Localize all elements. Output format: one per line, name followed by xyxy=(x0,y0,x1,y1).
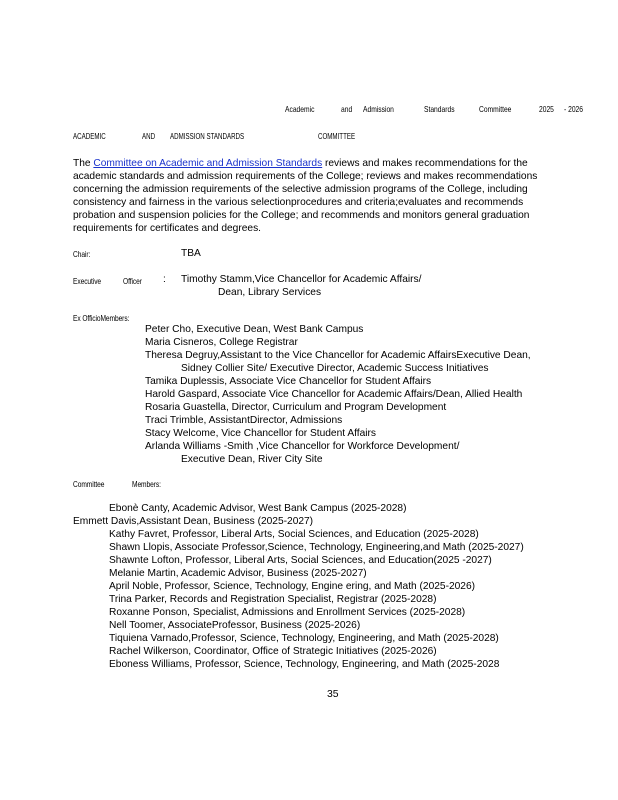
list-item: Trina Parker, Records and Registration Specialist, Registrar (2025-2028) xyxy=(109,594,437,605)
intro-paragraph xyxy=(73,157,573,235)
title-word: AND xyxy=(142,131,156,141)
header-word: and xyxy=(341,104,353,114)
intro-lead: The xyxy=(73,158,94,169)
list-item: Melanie Martin, Academic Advisor, Business (2025-2027) xyxy=(109,568,367,579)
header-word: Standards xyxy=(424,104,455,114)
committee-link[interactable]: Committee on Academic and Admission Standards xyxy=(93,158,323,169)
list-item: Theresa Degruy,Assistant to the Vice Chancellor for Academic AffairsExecutive Dean, xyxy=(145,350,531,361)
header-word: Academic xyxy=(285,104,315,114)
list-item: Shawn Llopis, Associate Professor,Science, Technology, Engineering,and Math (2025-2027) xyxy=(109,542,524,553)
list-item: Traci Trimble, AssistantDirector, Admissions xyxy=(145,415,343,426)
committee-members-label: Members: xyxy=(132,479,161,489)
list-item: Eboness Williams, Professor, Science, Technology, Engineering, and Math (2025-2028 xyxy=(109,659,500,670)
list-item: Kathy Favret, Professor, Liberal Arts, Social Sciences, and Education (2025-2028) xyxy=(109,529,479,540)
list-item: Rosaria Guastella, Director, Curriculum and Program Development xyxy=(145,402,447,413)
list-item: Executive Dean, River City Site xyxy=(181,454,323,465)
list-item: Tamika Duplessis, Associate Vice Chancellor for Student Affairs xyxy=(145,376,432,387)
executive-officer-label: Executive xyxy=(73,276,102,286)
intro-line-text: reviews and makes recommendations for the xyxy=(322,158,528,169)
header-word: Admission xyxy=(363,104,394,114)
title-word: ACADEMIC xyxy=(73,131,106,141)
list-item: Nell Toomer, AssociateProfessor, Business (2025-2026) xyxy=(109,620,361,631)
list-item: Emmett Davis,Assistant Dean, Business (2025-2027) xyxy=(73,516,314,527)
executive-officer-label: Officer xyxy=(123,276,142,286)
list-item: Sidney Collier Site/ Executive Director, Academic Success Initiatives xyxy=(181,363,489,374)
executive-officer-title: Dean, Library Services xyxy=(218,287,322,298)
list-item: Rachel Wilkerson, Coordinator, Office of Strategic Initiatives (2025-2026) xyxy=(109,646,437,657)
list-item: Maria Cisneros, College Registrar xyxy=(145,337,298,348)
list-item: Harold Gaspard, Associate Vice Chancellor for Academic Affairs/Dean, Allied Health xyxy=(145,389,523,400)
list-item: Arlanda Williams -Smith ,Vice Chancellor for Workforce Development/ xyxy=(145,441,460,452)
title-word: ADMISSION STANDARDS xyxy=(170,131,245,141)
executive-officer-colon: : xyxy=(163,274,166,285)
chair-value: TBA xyxy=(181,248,201,259)
list-item: Tiquiena Varnado,Professor, Science, Technology, Engineering, and Math (2025-2028) xyxy=(109,633,499,644)
list-item: Shawnte Lofton, Professor, Liberal Arts, Social Sciences, and Education(2025 -2027) xyxy=(109,555,492,566)
chair-label: Chair: xyxy=(73,249,91,259)
header-word: Committee xyxy=(479,104,512,114)
title-word: COMMITTEE xyxy=(318,131,356,141)
ex-officio-label: Ex OfficioMembers: xyxy=(73,313,130,323)
list-item: Peter Cho, Executive Dean, West Bank Campus xyxy=(145,324,364,335)
list-item: Roxanne Ponson, Specialist, Admissions and Enrollment Services (2025-2028) xyxy=(109,607,466,618)
intro-line: concerning the admission requirements of the selective admission programs of the College, including xyxy=(73,184,528,195)
header-word: - 2026 xyxy=(564,104,583,114)
executive-officer-name: Timothy Stamm,Vice Chancellor for Academic Affairs/ xyxy=(181,274,422,285)
intro-line: academic standards and admission requirements of the College; reviews and makes recommendations xyxy=(73,171,538,182)
intro-line: requirements for certificates and degrees. xyxy=(73,223,261,234)
list-item: April Noble, Professor, Science, Technology, Engine ering, and Math (2025-2026) xyxy=(109,581,476,592)
committee-members-label: Committee xyxy=(73,479,105,489)
intro-line: probation and suspension policies for the College; and recommends and monitors general graduation xyxy=(73,210,530,221)
intro-line: consistency and fairness in the various selectionprocedures and criteria;evaluates and recommends xyxy=(73,197,524,208)
list-item: Stacy Welcome, Vice Chancellor for Student Affairs xyxy=(145,428,377,439)
intro-line xyxy=(73,157,573,170)
header-word: 2025 xyxy=(539,104,554,114)
page-number: 35 xyxy=(327,689,339,700)
list-item: Ebonè Canty, Academic Advisor, West Bank Campus (2025-2028) xyxy=(109,503,407,514)
